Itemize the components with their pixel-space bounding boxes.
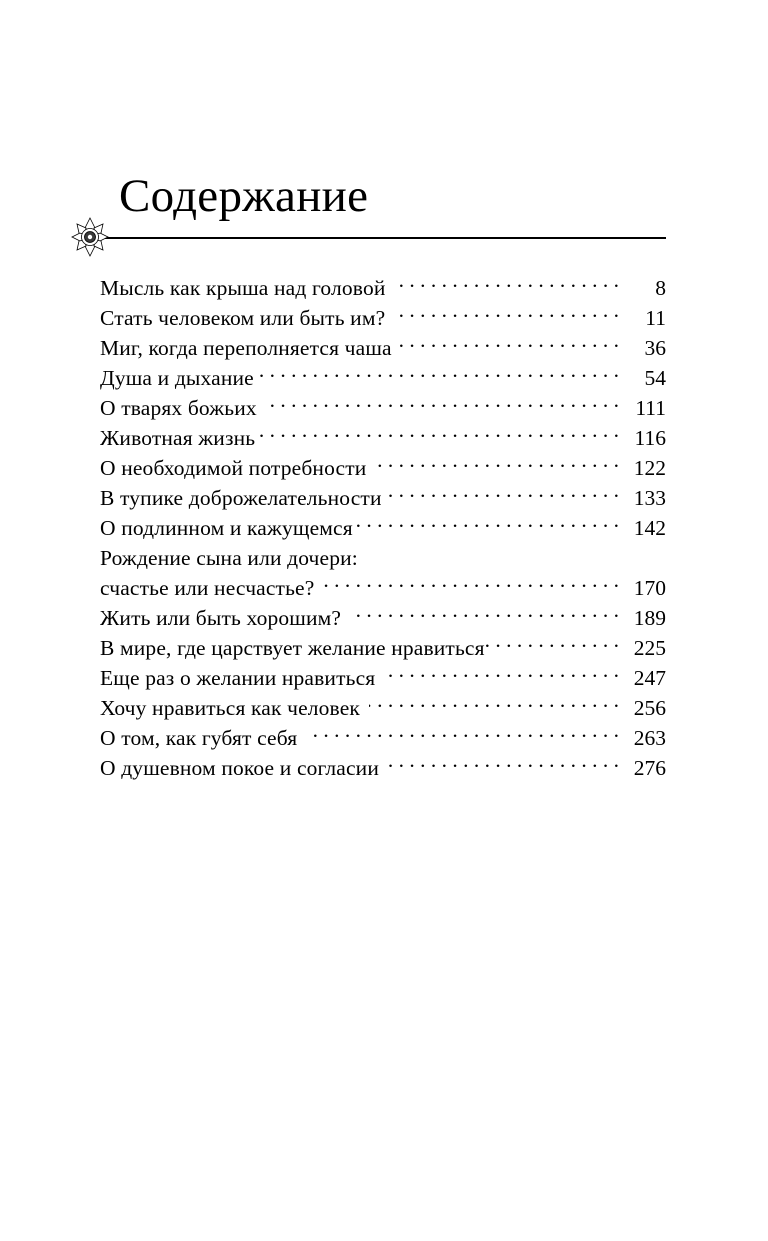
toc-entry-page: 122 (633, 456, 666, 480)
toc-entry[interactable] (100, 363, 666, 393)
toc-entry-page: 133 (633, 486, 666, 510)
toc-entry-title: Душа и дыхание (100, 366, 254, 390)
toc-entry-title: Хочу нравиться как человек (100, 696, 360, 720)
toc-entry[interactable] (100, 603, 666, 633)
dot-leader (254, 364, 619, 386)
dot-leader (392, 334, 619, 356)
toc-entry-title: Еще раз о желании нравиться (100, 666, 376, 690)
toc-entry[interactable] (100, 663, 666, 693)
toc-entry-page: 111 (635, 396, 666, 420)
rosette-ornament-icon (70, 216, 110, 258)
toc-entry-page: 116 (634, 426, 666, 450)
toc-entry-page: 36 (644, 336, 666, 360)
toc-entry[interactable] (100, 693, 666, 723)
toc-entry-page: 142 (633, 516, 666, 540)
toc-entry[interactable] (100, 273, 666, 303)
toc-entry[interactable] (100, 453, 666, 483)
toc-entry-title: Животная жизнь (100, 426, 256, 450)
toc-entry-title: В мире, где царствует желание нравиться (100, 636, 485, 660)
toc-entry[interactable] (100, 753, 666, 783)
toc-entry[interactable] (100, 513, 666, 543)
dot-leader (485, 634, 619, 656)
toc-entry-title: О тварях божьих (100, 396, 257, 420)
toc-entry[interactable] (100, 393, 666, 423)
dot-leader (394, 304, 619, 326)
dot-leader (369, 694, 619, 716)
toc-entry-title-continued: счастье или несчастье? (100, 576, 315, 600)
toc-entry-title: О том, как губят себя (100, 726, 298, 750)
toc-heading-block (0, 170, 768, 250)
toc-entry-title: Рождение сына или дочери: (100, 546, 358, 570)
toc-entry-page: 256 (633, 696, 666, 720)
toc-entry-page: 11 (645, 306, 666, 330)
toc-entry-title: О душевном покое и согласии (100, 756, 379, 780)
table-of-contents-list (100, 273, 666, 783)
dot-leader (382, 484, 619, 506)
toc-entry-title: О необходимой потребности (100, 456, 367, 480)
dot-leader (395, 274, 619, 296)
toc-entry-page: 189 (633, 606, 666, 630)
dot-leader (266, 394, 619, 416)
toc-entry-page: 8 (655, 276, 666, 300)
dot-leader (375, 454, 619, 476)
toc-entry-line-1[interactable] (100, 543, 666, 573)
toc-entry[interactable] (100, 483, 666, 513)
toc-entry[interactable] (100, 303, 666, 333)
toc-entry-page: 54 (644, 366, 666, 390)
dot-leader (306, 724, 619, 746)
toc-entry-title: Миг, когда переполняется чаша (100, 336, 392, 360)
toc-entry-page: 276 (633, 756, 666, 780)
toc-entry-title: В тупике доброжелательности (100, 486, 382, 510)
toc-entry-page: 170 (633, 576, 666, 600)
toc-entry[interactable] (100, 633, 666, 663)
toc-entry-page: 225 (633, 636, 666, 660)
toc-entry-title: Стать человеком или быть им? (100, 306, 386, 330)
dot-leader (350, 604, 619, 626)
page-title: Содержание (119, 170, 369, 222)
dot-leader (353, 514, 619, 536)
toc-entry-title: Жить или быть хорошим? (100, 606, 342, 630)
toc-entry-title: Мысль как крыша над головой (100, 276, 386, 300)
dot-leader (255, 424, 619, 446)
toc-entry-page: 247 (633, 666, 666, 690)
toc-entry-line-2[interactable] (100, 573, 666, 603)
dot-leader (388, 754, 619, 776)
dot-leader (384, 664, 619, 686)
toc-entry-page: 263 (633, 726, 666, 750)
toc-entry[interactable] (100, 723, 666, 753)
title-divider-rule (104, 237, 666, 239)
toc-entry-title: О подлинном и кажущемся (100, 516, 353, 540)
toc-entry[interactable] (100, 333, 666, 363)
dot-leader (323, 574, 619, 596)
toc-entry[interactable] (100, 423, 666, 453)
